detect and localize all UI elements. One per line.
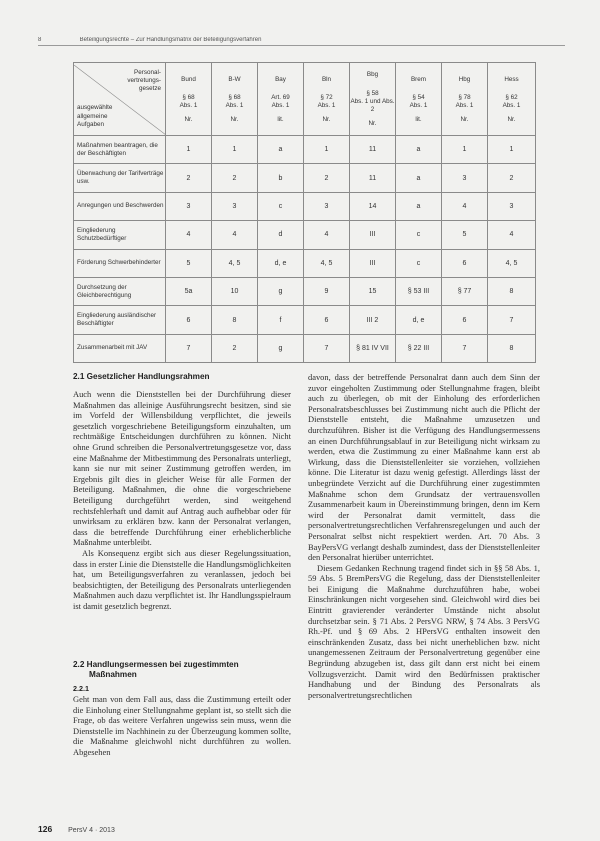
table-cell: g [258, 277, 304, 305]
table-row [74, 221, 536, 249]
table-row [74, 277, 536, 305]
table-cell: III [350, 249, 396, 277]
table-cell: 1 [212, 136, 258, 164]
table-cell: c [396, 221, 442, 249]
table-cell: 1 [304, 136, 350, 164]
table-cell: § 77 [442, 277, 488, 305]
table-cell: a [396, 164, 442, 192]
table-cell: 4, 5 [304, 249, 350, 277]
table-cell: III [350, 221, 396, 249]
table-cell: a [396, 192, 442, 220]
table-cell: § 53 III [396, 277, 442, 305]
column-header: B-W § 68 Abs. 1 Nr. [212, 63, 258, 136]
table-cell: f [258, 306, 304, 334]
column-header: Brem § 54 Abs. 1 lit. [396, 63, 442, 136]
header-page-marker: 8 [38, 37, 42, 43]
table-cell: 2 [488, 164, 536, 192]
row-label: Zusammenarbeit mit JAV [74, 334, 166, 362]
table-cell: 2 [166, 164, 212, 192]
table-cell: 15 [350, 277, 396, 305]
column-header: Bln § 72 Abs. 1 Nr. [304, 63, 350, 136]
table-cell: 7 [166, 334, 212, 362]
table-cell: c [396, 249, 442, 277]
table-cell: 4 [304, 221, 350, 249]
table-cell: 6 [442, 249, 488, 277]
table-cell: 8 [488, 334, 536, 362]
row-label: Durchsetzung der Gleichberechtigung [74, 277, 166, 305]
table-cell: 10 [212, 277, 258, 305]
table-cell: 3 [442, 164, 488, 192]
table-cell: 6 [304, 306, 350, 334]
journal-name: PersV 4 · 2013 [68, 827, 115, 834]
left-column-text [73, 389, 291, 611]
page-footer [38, 824, 115, 834]
table-cell: 9 [304, 277, 350, 305]
row-label: Förderung Schwerbehinderter [74, 249, 166, 277]
paragraph: Als Konsequenz ergibt sich aus dieser Regelungssituation, dass in erster Linie die Dienststelle die Handlungsmöglichkeiten hat, um Beteiligungsverfahren zu veranlassen, jedoch bei beabsichtigten, der Beteiligung des Personalrats unterliegenden Maßnahmen auch dazu verpflichtet ist. Ihr Handlungsspielraum ist damit gesetzlich begrenzt. [73, 547, 291, 611]
row-label: Maßnahmen beantragen, die der Beschäftigten [74, 136, 166, 164]
handlungsmatrix-table [73, 62, 536, 363]
table-cell: 2 [212, 334, 258, 362]
right-column-text [308, 372, 540, 700]
table-cell: a [258, 136, 304, 164]
table-cell: c [258, 192, 304, 220]
subsection-number: 2.2.1 [73, 684, 89, 693]
table-cell: 4, 5 [488, 249, 536, 277]
table-cell: III 2 [350, 306, 396, 334]
table-row [74, 164, 536, 192]
paragraph: Auch wenn die Dienststellen bei der Durchführung dieser Maßnahmen das alleinige Ausführungsrecht besitzen, sind sie im Vorfeld der Willensbildung verpflichtet, die jeweils gesetzlich vorgeschriebene Beteiligungsform einzuhalten, um rechtmäßige Entscheidungen durchführen zu können. Nicht ohne Grund schreiben die Personalvertretungsgesetze vor, dass eine Maßnahme der Mitbestimmung des Personalrats unterliegt, kann sie nur mit seiner Zustimmung getroffen werden, im Ergebnis gilt dies in gleicher Weise für alle Formen der Beteiligung. Maßnahmen, die ohne die vorgeschriebene Beteiligung durchgeführt werden, sind weitgehend rechtsfehlerhaft und damit auf Antrag auch aufhebbar oder für unwirksam zu erklären bzw. kann der Personalrat verlangen, dass die betreffende Durchführung einer erheblicherbliche Maßnahme unterbleibt. [73, 389, 291, 548]
column-header: Hess § 62 Abs. 1 Nr. [488, 63, 536, 136]
paragraph: Geht man von dem Fall aus, dass die Zustimmung erteilt oder die Einholung einer Stellungnahme geplant ist, so stellt sich die Frage, ob das weitere Verfahren ungewiss sein muss, wenn die Dienststelle im Nachhinein zu der Überzeugung kommen sollte, die Maßnahme gleichwohl nicht durchführen zu wollen. Abgesehen [73, 694, 291, 757]
table-row [74, 334, 536, 362]
header-title: Beteiligungsrechte – Zur Handlungsmatrix der Beteiligungsverfahren [79, 37, 262, 43]
table-cell: 7 [488, 306, 536, 334]
table-cell: 5 [442, 221, 488, 249]
table-corner-cell [74, 63, 166, 136]
paragraph: davon, dass der betreffende Personalrat dann auch dem Sinn der zuvor eingeholten Zustimmung oder Stellungnahme fragen, bleibt auch zu überlegen, ob mit der Einholung des erforderlichen Personalratsbeschlusses bei Zustimmung nicht auch die Pflicht der Dienststelle entsteht, die Maßnahme umzusetzen und durchzuführen. Bisher ist die Verfügung des Handlungsermessens an einen Durchführungsablauf in zur Beteiligung nicht wirksam zu werden, etwa die Zustimmung zu einer Maßnahme kann erst ab Wirkung, dass die Dienststellenleiter sie vorziehen, vollziehen könne. Die Literatur ist dazu wenig gefestigt. Allerdings lässt der unbegründete Verzicht auf die Durchführung einer zugestimmten Maßnahme schon dem Grundsatz der vertrauensvollen Zusammenarbeit kaum in Übereinstimmung bringen, denn im Kern wird der Personalrat damit vermittelt, dass die personalvertretungsrechtlichen Verfahrensregelungen und auch der Personalrat selbst nicht respektiert werden. Art. 70 Abs. 3 BayPersVG verlangt deshalb zumindest, dass der Dienststellenleiter den Personalrat hierüber unterrichtet. [308, 372, 540, 563]
table-cell: 1 [166, 136, 212, 164]
table-cell: 6 [442, 306, 488, 334]
table-cell: 5 [166, 249, 212, 277]
table-cell: 7 [304, 334, 350, 362]
row-label: Eingliederung Schutzbedürftiger [74, 221, 166, 249]
section-2-1-heading: 2.1 Gesetzlicher Handlungsrahmen [73, 372, 210, 381]
table-cell: 4 [442, 192, 488, 220]
table-cell: 3 [304, 192, 350, 220]
column-header: Bund § 68 Abs. 1 Nr. [166, 63, 212, 136]
table-cell: 3 [166, 192, 212, 220]
corner-bottom-label: ausgewählte allgemeine Aufgaben [77, 104, 113, 128]
table-cell: 3 [488, 192, 536, 220]
table-cell: 3 [212, 192, 258, 220]
column-header: Bay Art. 69 Abs. 1 lit. [258, 63, 304, 136]
table-row [74, 306, 536, 334]
table-cell: 6 [166, 306, 212, 334]
table-cell: 11 [350, 164, 396, 192]
table-cell: 2 [304, 164, 350, 192]
table-cell: b [258, 164, 304, 192]
table-cell: d, e [258, 249, 304, 277]
table-cell: 14 [350, 192, 396, 220]
left-column-text-2 [73, 694, 291, 758]
table-cell: d [258, 221, 304, 249]
table-header-row [74, 63, 536, 136]
paragraph: Diesem Gedanken Rechnung tragend findet sich in §§ 58 Abs. 1, 59 Abs. 5 BremPersVG die Regelung, dass der Dienststellenleiter bei Einigung die Maßnahme durchzuführen habe, wobei Einschränkungen nicht vorgesehen sind. Gleichwohl wird dies bei Eintritt gravierender veränderter Umstände nicht absolut durchsetzbar sein. § 71 Abs. 2 PersVG NRW, § 74 Abs. 3 PersVG Rh.-Pf. und § 69 Abs. 2 HPersVG enthalten insoweit den einschränkenden Zusatz, dass bei nicht unerheblichen bzw. nicht unangemessenen Zeitraum der Personalvertretung gegenüber eine Begründung abzugeben ist, dass gilt dann erst nicht bei einem Vollzugsverzicht. Damit wird den Bedürfnissen praktischer Handhabung und der Bindung des Personalrats als personalvertretungsrechtlichen [308, 562, 540, 700]
table-cell: 5a [166, 277, 212, 305]
column-header: Bbg § 58 Abs. 1 und Abs. 2 Nr. [350, 63, 396, 136]
table-cell: a [396, 136, 442, 164]
table-cell: 1 [442, 136, 488, 164]
table-cell: 1 [488, 136, 536, 164]
running-header [38, 37, 565, 46]
table-cell: 8 [212, 306, 258, 334]
section-2-2-heading: 2.2 Handlungsermessen bei zugestimmten Maßnahmen [73, 660, 239, 679]
row-label: Überwachung der Tarifverträge usw. [74, 164, 166, 192]
corner-top-label: Personal- vertretungs- gesetze [127, 69, 161, 93]
row-label: Eingliederung ausländischer Beschäftigter [74, 306, 166, 334]
table-cell: 4 [166, 221, 212, 249]
table-cell: § 81 IV VII [350, 334, 396, 362]
column-header: Hbg § 78 Abs. 1 Nr. [442, 63, 488, 136]
table-cell: 11 [350, 136, 396, 164]
table-cell: d, e [396, 306, 442, 334]
table-cell: § 22 III [396, 334, 442, 362]
table-row [74, 136, 536, 164]
table-cell: 8 [488, 277, 536, 305]
table-cell: 4 [212, 221, 258, 249]
table-cell: g [258, 334, 304, 362]
row-label: Anregungen und Beschwerden [74, 192, 166, 220]
table-cell: 4 [488, 221, 536, 249]
table-row [74, 249, 536, 277]
table-cell: 4, 5 [212, 249, 258, 277]
page-number: 126 [38, 824, 53, 834]
table-cell: 2 [212, 164, 258, 192]
table-cell: 7 [442, 334, 488, 362]
table-row [74, 192, 536, 220]
